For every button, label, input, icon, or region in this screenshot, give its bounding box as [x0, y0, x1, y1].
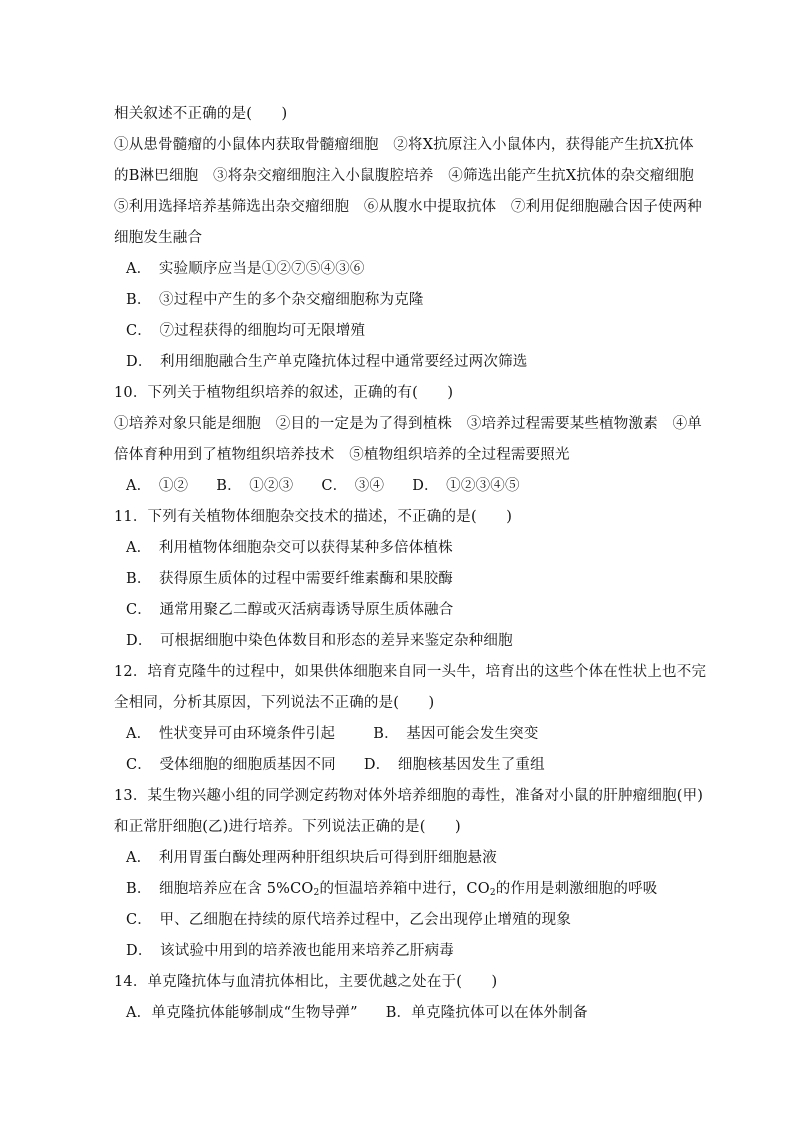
q12-option-a: A． 性状变异可由环境条件引起 [126, 726, 336, 742]
q9-option-b: B． ③过程中产生的多个杂交瘤细胞称为克隆 [126, 292, 424, 308]
q11-option-b: B． 获得原生质体的过程中需要纤维素酶和果胶酶 [126, 571, 454, 587]
q10-stem: 10．下列关于植物组织培养的叙述，正确的有( ) [114, 385, 454, 401]
q14-options-row [126, 1003, 588, 1023]
q9-option-d: D． 利用细胞融合生产单克隆抗体过程中通常要经过两次筛选 [126, 354, 528, 370]
q10-option-b: B． ①②③ [216, 478, 294, 494]
q13-option-b-text-3: 的作用是刺激细胞的呼吸 [495, 881, 658, 897]
q12-option-d: D． 细胞核基因发生了重组 [363, 757, 545, 773]
q13-option-b-subscript-2: 2 [489, 888, 496, 898]
q12-stem-line-2: 全相同，分析其原因，下列说法不正确的是( ) [114, 695, 435, 711]
q9-stem: 相关叙述不正确的是( ) [114, 106, 288, 122]
q13-option-c: C． 甲、乙细胞在持续的原代培养过程中，乙会出现停止增殖的现象 [126, 912, 572, 928]
q13-stem-line-1: 13．某生物兴趣小组的同学测定药物对体外培养细胞的毒性，准备对小鼠的肝肿瘤细胞(甲) [114, 788, 704, 804]
q12-option-c: C． 受体细胞的细胞质基因不同 [126, 757, 336, 773]
q14-stem: 14．单克隆抗体与血清抗体相比，主要优越之处在于( ) [114, 974, 498, 990]
q9-line-2: 的B淋巴细胞 ③将杂交瘤细胞注入小鼠腹腔培养 ④筛选出能产生抗X抗体的杂交瘤细胞 [114, 168, 694, 184]
q13-option-b [126, 879, 657, 899]
q13-option-b-text-1: B． 细胞培养应在含 5%CO [126, 881, 314, 897]
q10-option-c: C． ③④ [321, 478, 385, 494]
q10-option-d: D． ①②③④⑤ [412, 478, 520, 494]
q9-line-1: ①从患骨髓瘤的小鼠体内获取骨髓瘤细胞 ②将X抗原注入小鼠体内，获得能产生抗X抗体 [114, 137, 694, 153]
q11-option-d: D． 可根据细胞中染色体数目和形态的差异来鉴定杂种细胞 [126, 633, 513, 649]
q11-option-c: C． 通常用聚乙二醇或灭活病毒诱导原生质体融合 [126, 602, 454, 618]
q12-stem-line-1: 12．培育克隆牛的过程中，如果供体细胞来自同一头牛，培育出的这些个体在性状上也不完 [114, 664, 707, 680]
q9-line-3: ⑤利用选择培养基筛选出杂交瘤细胞 ⑥从腹水中提取抗体 ⑦利用促细胞融合因子使两种 [114, 199, 702, 215]
q13-stem-line-2: 和正常肝细胞(乙)进行培养。下列说法正确的是( ) [114, 819, 461, 835]
q13-option-b-subscript-1: 2 [313, 888, 320, 898]
q10-line-1: ①培养对象只能是细胞 ②目的一定是为了得到植株 ③培养过程需要某些植物激素 ④单 [114, 416, 702, 432]
q9-option-c: C． ⑦过程获得的细胞均可无限增殖 [126, 323, 366, 339]
q9-line-4: 细胞发生融合 [114, 230, 203, 246]
q14-option-b: B．单克隆抗体可以在体外制备 [385, 1005, 588, 1021]
q11-option-a: A． 利用植物体细胞杂交可以获得某种多倍体植株 [126, 540, 453, 556]
q10-line-2: 倍体育种用到了植物组织培养技术 ⑤植物组织培养的全过程需要照光 [114, 447, 570, 463]
q12-option-b: B． 基因可能会发生突变 [373, 726, 539, 742]
q9-option-a: A． 实验顺序应当是①②⑦⑤④③⑥ [126, 261, 365, 277]
q13-option-a: A． 利用胃蛋白酶处理两种肝组织块后可得到肝细胞悬液 [126, 850, 497, 866]
q10-option-a: A． ①② [126, 478, 189, 494]
q13-option-d: D． 该试验中用到的培养液也能用来培养乙肝病毒 [126, 943, 454, 959]
q13-option-b-text-2: 的恒温培养箱中进行，CO [319, 881, 490, 897]
q11-stem: 11．下列有关植物体细胞杂交技术的描述，不正确的是( ) [114, 509, 513, 525]
q14-option-a: A．单克隆抗体能够制成“生物导弹” [126, 1005, 358, 1021]
q12-options-row-1 [126, 724, 539, 744]
q10-options-row [126, 476, 520, 496]
q12-options-row-2 [126, 755, 545, 775]
